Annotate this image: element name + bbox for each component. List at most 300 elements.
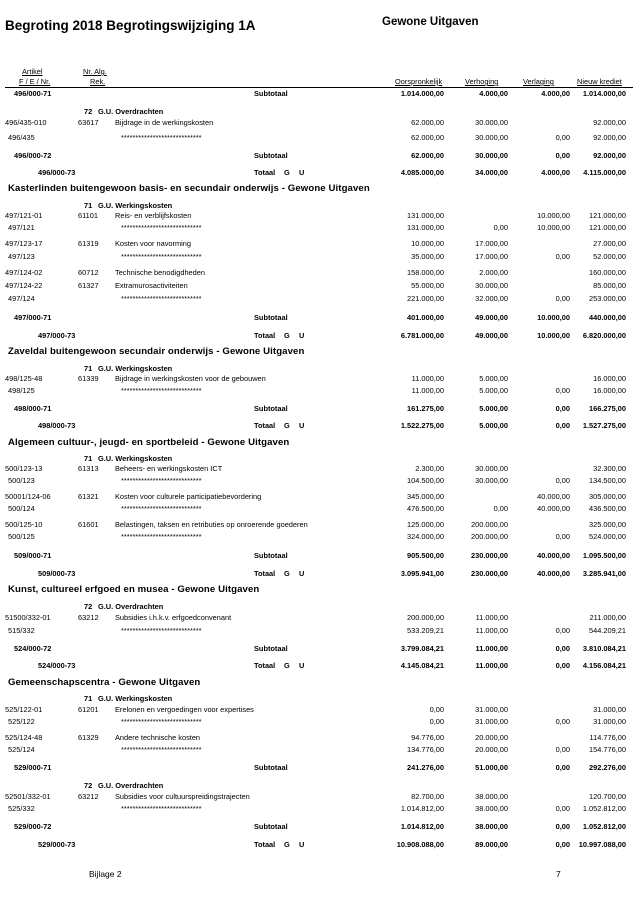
artikel-code: 515/332 — [8, 626, 35, 635]
subtotal-label: Subtotaal — [254, 644, 288, 653]
nieuw-krediet-value: 1.052.812,00 — [582, 822, 626, 831]
oorspronkelijk-value: 1.014.000,00 — [400, 89, 444, 98]
nieuw-krediet-value: 1.095.500,00 — [582, 551, 626, 560]
article-sum-row — [0, 626, 638, 636]
description: Beheers- en werkingskosten ICT — [115, 464, 223, 473]
total-g-marker: G — [284, 168, 290, 177]
oorspronkelijk-value: 82.700,00 — [411, 792, 444, 801]
artikel-code: 52501/332-01 — [5, 792, 51, 801]
verhoging-value: 49.000,00 — [475, 331, 508, 340]
nieuw-krediet-value: 85.000,00 — [593, 281, 626, 290]
col-verhoging: Verhoging — [465, 77, 499, 86]
oorspronkelijk-value: 533.209,21 — [407, 626, 444, 635]
artikel-code: 500/123-13 — [5, 464, 43, 473]
verlaging-value: 40.000,00 — [537, 504, 570, 513]
nieuw-krediet-value: 436.500,00 — [589, 504, 626, 513]
nieuw-krediet-value: 4.115.000,00 — [583, 168, 626, 177]
oorspronkelijk-value: 0,00 — [429, 717, 444, 726]
artikel-code: 525/124 — [8, 745, 35, 754]
verhoging-value: 11.000,00 — [475, 661, 508, 670]
group-label: G.U. Werkingskosten — [98, 694, 173, 703]
verlaging-value: 0,00 — [555, 404, 570, 413]
nieuw-krediet-value: 292.276,00 — [589, 763, 626, 772]
description: Belastingen, taksen en retributies op onroerende goederen — [115, 520, 308, 529]
nieuw-krediet-value: 92.000,00 — [593, 118, 626, 127]
rekening-number: 61321 — [78, 492, 99, 501]
group-label: G.U. Overdrachten — [98, 107, 164, 116]
detail-row — [0, 118, 638, 128]
group-number: 72 — [84, 602, 93, 611]
nieuw-krediet-value: 253.000,00 — [589, 294, 626, 303]
oorspronkelijk-value: 10.908.088,00 — [396, 840, 444, 849]
nieuw-krediet-value: 92.000,00 — [593, 151, 626, 160]
verhoging-value: 38.000,00 — [475, 804, 508, 813]
rekening-number: 63212 — [78, 792, 99, 801]
verlaging-value: 4.000,00 — [541, 89, 570, 98]
oorspronkelijk-value: 6.781.000,00 — [400, 331, 444, 340]
total-g-marker: G — [284, 840, 290, 849]
section-title: Zaveldal buitengewoon secundair onderwijs - Gewone Uitgaven — [8, 346, 305, 357]
artikel-code: 497/124-02 — [5, 268, 43, 277]
verlaging-value: 0,00 — [555, 476, 570, 485]
verhoging-value: 30.000,00 — [475, 476, 508, 485]
total-u-marker: U — [299, 840, 305, 849]
subtotal-row — [0, 313, 638, 323]
header-rule — [5, 87, 633, 88]
subtotal-label: Subtotaal — [254, 551, 288, 560]
total-g-marker: G — [284, 331, 290, 340]
oorspronkelijk-value: 4.085.000,00 — [400, 168, 444, 177]
artikel-code: 50001/124-06 — [5, 492, 51, 501]
verhoging-value: 31.000,00 — [475, 705, 508, 714]
subtotal-code: 529/000-71 — [14, 763, 52, 772]
total-label: Totaal — [254, 661, 276, 670]
description: Reis- en verblijfskosten — [115, 211, 192, 220]
artikel-code: 500/124 — [8, 504, 35, 513]
nieuw-krediet-value: 134.500,00 — [589, 476, 626, 485]
nieuw-krediet-value: 160.000,00 — [589, 268, 626, 277]
verlaging-value: 0,00 — [555, 804, 570, 813]
rekening-number: 61319 — [78, 239, 99, 248]
artikel-code: 500/123 — [8, 476, 35, 485]
oorspronkelijk-value: 125.000,00 — [407, 520, 444, 529]
verhoging-value: 200.000,00 — [471, 520, 508, 529]
oorspronkelijk-value: 401.000,00 — [407, 313, 444, 322]
page-subtitle: Gewone Uitgaven — [382, 16, 479, 28]
verlaging-value: 0,00 — [555, 717, 570, 726]
verhoging-value: 34.000,00 — [475, 168, 508, 177]
star-filler: **************************** — [121, 504, 202, 513]
rekening-number: 61327 — [78, 281, 99, 290]
verhoging-value: 5.000,00 — [479, 374, 508, 383]
total-code: 524/000-73 — [38, 661, 76, 670]
group-header-row — [0, 694, 638, 704]
verhoging-value: 38.000,00 — [475, 792, 508, 801]
verhoging-value: 30.000,00 — [475, 464, 508, 473]
verlaging-value: 0,00 — [555, 644, 570, 653]
verlaging-value: 0,00 — [555, 661, 570, 670]
col-nieuw-krediet: Nieuw krediet — [577, 77, 622, 86]
footer-annex: Bijlage 2 — [89, 869, 122, 879]
rekening-number: 63212 — [78, 613, 99, 622]
verhoging-value: 230.000,00 — [471, 551, 508, 560]
total-row — [0, 331, 638, 341]
detail-row — [0, 268, 638, 278]
nieuw-krediet-value: 92.000,00 — [593, 133, 626, 142]
subtotal-label: Subtotaal — [254, 763, 288, 772]
col-fen: F / E / Nr. — [19, 77, 51, 86]
oorspronkelijk-value: 134.776,00 — [407, 745, 444, 754]
oorspronkelijk-value: 221.000,00 — [407, 294, 444, 303]
rekening-number: 61101 — [78, 211, 99, 220]
rekening-number: 61329 — [78, 733, 99, 742]
article-sum-row — [0, 745, 638, 755]
nieuw-krediet-value: 166.275,00 — [589, 404, 626, 413]
group-number: 71 — [84, 201, 93, 210]
nieuw-krediet-value: 31.000,00 — [593, 705, 626, 714]
verlaging-value: 0,00 — [555, 840, 570, 849]
verhoging-value: 31.000,00 — [475, 717, 508, 726]
article-sum-row — [0, 717, 638, 727]
total-u-marker: U — [299, 421, 305, 430]
footer-page-number: 7 — [556, 869, 561, 879]
total-u-marker: U — [299, 661, 305, 670]
group-label: G.U. Werkingskosten — [98, 201, 173, 210]
description: Extramurosactiviteiten — [115, 281, 188, 290]
verlaging-value: 40.000,00 — [537, 551, 570, 560]
detail-row — [0, 705, 638, 715]
nieuw-krediet-value: 31.000,00 — [593, 717, 626, 726]
oorspronkelijk-value: 35.000,00 — [411, 252, 444, 261]
article-sum-row — [0, 504, 638, 514]
verlaging-value: 0,00 — [555, 822, 570, 831]
star-filler: **************************** — [121, 476, 202, 485]
verhoging-value: 2.000,00 — [479, 268, 508, 277]
oorspronkelijk-value: 241.276,00 — [407, 763, 444, 772]
verlaging-value: 0,00 — [555, 294, 570, 303]
rekening-number: 61339 — [78, 374, 99, 383]
detail-row — [0, 374, 638, 384]
total-label: Totaal — [254, 331, 276, 340]
nieuw-krediet-value: 440.000,00 — [589, 313, 626, 322]
nieuw-krediet-value: 3.810.084,21 — [582, 644, 626, 653]
description: Bijdrage in werkingskosten voor de gebouwen — [115, 374, 266, 383]
verlaging-value: 10.000,00 — [537, 313, 570, 322]
total-code: 496/000-73 — [38, 168, 76, 177]
article-sum-row — [0, 252, 638, 262]
detail-row — [0, 239, 638, 249]
rekening-number: 61313 — [78, 464, 99, 473]
total-code: 498/000-73 — [38, 421, 76, 430]
artikel-code: 497/124-22 — [5, 281, 43, 290]
subtotal-code: 496/000-72 — [14, 151, 52, 160]
description: Subsidies voor cultuurspreidingstrajecten — [115, 792, 250, 801]
oorspronkelijk-value: 62.000,00 — [411, 118, 444, 127]
artikel-code: 51500/332-01 — [5, 613, 51, 622]
total-row — [0, 840, 638, 850]
artikel-code: 498/125-48 — [5, 374, 43, 383]
verhoging-value: 5.000,00 — [479, 404, 508, 413]
verhoging-value: 30.000,00 — [475, 118, 508, 127]
description: Kosten voor navorming — [115, 239, 191, 248]
nieuw-krediet-value: 121.000,00 — [589, 223, 626, 232]
verhoging-value: 230.000,00 — [471, 569, 508, 578]
page-title: Begroting 2018 Begrotingswijziging 1A — [5, 18, 256, 33]
col-oorspronkelijk: Oorspronkelijk — [395, 77, 443, 86]
description: Kosten voor culturele participatiebevordering — [115, 492, 262, 501]
subtotal-row — [0, 644, 638, 654]
nieuw-krediet-value: 16.000,00 — [593, 374, 626, 383]
artikel-code: 497/124 — [8, 294, 35, 303]
verhoging-value: 38.000,00 — [475, 822, 508, 831]
subtotal-code: 497/000-71 — [14, 313, 52, 322]
verlaging-value: 0,00 — [555, 763, 570, 772]
col-nr-alg: Nr. Alg. — [83, 67, 107, 76]
artikel-code: 525/122 — [8, 717, 35, 726]
star-filler: **************************** — [121, 532, 202, 541]
total-row — [0, 168, 638, 178]
group-header-row — [0, 602, 638, 612]
nieuw-krediet-value: 524.000,00 — [589, 532, 626, 541]
oorspronkelijk-value: 1.014.812,00 — [400, 822, 444, 831]
artikel-code: 496/435 — [8, 133, 35, 142]
oorspronkelijk-value: 1.014.812,00 — [400, 804, 444, 813]
total-row — [0, 661, 638, 671]
article-sum-row — [0, 294, 638, 304]
nieuw-krediet-value: 1.527.275,00 — [582, 421, 626, 430]
artikel-code: 497/123 — [8, 252, 35, 261]
total-g-marker: G — [284, 569, 290, 578]
subtotal-row — [0, 822, 638, 832]
group-label: G.U. Werkingskosten — [98, 454, 173, 463]
verhoging-value: 89.000,00 — [475, 840, 508, 849]
artikel-code: 497/121-01 — [5, 211, 43, 220]
star-filler: **************************** — [121, 223, 202, 232]
verlaging-value: 10.000,00 — [537, 223, 570, 232]
subtotal-row — [0, 551, 638, 561]
subtotal-label: Subtotaal — [254, 822, 288, 831]
star-filler: **************************** — [121, 717, 202, 726]
total-row — [0, 421, 638, 431]
total-g-marker: G — [284, 661, 290, 670]
verhoging-value: 11.000,00 — [475, 644, 508, 653]
article-sum-row — [0, 133, 638, 143]
nieuw-krediet-value: 120.700,00 — [589, 792, 626, 801]
total-u-marker: U — [299, 331, 305, 340]
article-sum-row — [0, 532, 638, 542]
total-g-marker: G — [284, 421, 290, 430]
detail-row — [0, 464, 638, 474]
detail-row — [0, 520, 638, 530]
verlaging-value: 0,00 — [555, 252, 570, 261]
article-sum-row — [0, 804, 638, 814]
verlaging-value: 0,00 — [555, 421, 570, 430]
subtotal-label: Subtotaal — [254, 313, 288, 322]
rekening-number: 63617 — [78, 118, 99, 127]
verhoging-value: 5.000,00 — [479, 421, 508, 430]
total-label: Totaal — [254, 168, 276, 177]
artikel-code: 525/332 — [8, 804, 35, 813]
detail-row — [0, 492, 638, 502]
group-header-row — [0, 364, 638, 374]
section-title: Algemeen cultuur-, jeugd- en sportbeleid - Gewone Uitgaven — [8, 437, 290, 448]
subtotal-row — [0, 89, 638, 99]
group-header-row — [0, 781, 638, 791]
oorspronkelijk-value: 905.500,00 — [407, 551, 444, 560]
oorspronkelijk-value: 55.000,00 — [411, 281, 444, 290]
nieuw-krediet-value: 16.000,00 — [593, 386, 626, 395]
subtotal-row — [0, 151, 638, 161]
oorspronkelijk-value: 161.275,00 — [407, 404, 444, 413]
verlaging-value: 40.000,00 — [537, 569, 570, 578]
star-filler: **************************** — [121, 804, 202, 813]
group-number: 71 — [84, 694, 93, 703]
rekening-number: 61201 — [78, 705, 99, 714]
group-number: 72 — [84, 781, 93, 790]
total-label: Totaal — [254, 421, 276, 430]
subtotal-row — [0, 404, 638, 414]
col-verlaging: Verlaging — [523, 77, 554, 86]
star-filler: **************************** — [121, 745, 202, 754]
detail-row — [0, 281, 638, 291]
nieuw-krediet-value: 32.300,00 — [593, 464, 626, 473]
verhoging-value: 17.000,00 — [475, 239, 508, 248]
artikel-code: 525/122-01 — [5, 705, 43, 714]
oorspronkelijk-value: 131.000,00 — [407, 223, 444, 232]
oorspronkelijk-value: 62.000,00 — [411, 151, 444, 160]
verhoging-value: 5.000,00 — [479, 386, 508, 395]
nieuw-krediet-value: 10.997.088,00 — [578, 840, 626, 849]
nieuw-krediet-value: 27.000,00 — [593, 239, 626, 248]
verhoging-value: 11.000,00 — [475, 626, 508, 635]
total-code: 529/000-73 — [38, 840, 76, 849]
oorspronkelijk-value: 4.145.084,21 — [400, 661, 444, 670]
verhoging-value: 49.000,00 — [475, 313, 508, 322]
oorspronkelijk-value: 10.000,00 — [411, 239, 444, 248]
artikel-code: 496/435-010 — [5, 118, 47, 127]
verhoging-value: 11.000,00 — [475, 613, 508, 622]
section-title: Gemeenschapscentra - Gewone Uitgaven — [8, 677, 201, 688]
oorspronkelijk-value: 11.000,00 — [411, 386, 444, 395]
verhoging-value: 20.000,00 — [475, 733, 508, 742]
subtotal-code: 496/000-71 — [14, 89, 52, 98]
verlaging-value: 0,00 — [555, 151, 570, 160]
group-header-row — [0, 454, 638, 464]
artikel-code: 498/125 — [8, 386, 35, 395]
verhoging-value: 0,00 — [493, 223, 508, 232]
subtotal-row — [0, 763, 638, 773]
oorspronkelijk-value: 104.500,00 — [407, 476, 444, 485]
group-label: G.U. Overdrachten — [98, 781, 164, 790]
total-label: Totaal — [254, 840, 276, 849]
nieuw-krediet-value: 211.000,00 — [589, 613, 626, 622]
total-u-marker: U — [299, 168, 305, 177]
verhoging-value: 20.000,00 — [475, 745, 508, 754]
verlaging-value: 10.000,00 — [537, 211, 570, 220]
nieuw-krediet-value: 1.014.000,00 — [582, 89, 626, 98]
verhoging-value: 51.000,00 — [475, 763, 508, 772]
star-filler: **************************** — [121, 294, 202, 303]
verlaging-value: 40.000,00 — [537, 492, 570, 501]
nieuw-krediet-value: 154.776,00 — [589, 745, 626, 754]
star-filler: **************************** — [121, 252, 202, 261]
detail-row — [0, 613, 638, 623]
article-sum-row — [0, 223, 638, 233]
group-header-row — [0, 201, 638, 211]
description: Bijdrage in de werkingskosten — [115, 118, 214, 127]
oorspronkelijk-value: 476.500,00 — [407, 504, 444, 513]
oorspronkelijk-value: 62.000,00 — [411, 133, 444, 142]
article-sum-row — [0, 476, 638, 486]
nieuw-krediet-value: 114.776,00 — [589, 733, 626, 742]
subtotal-label: Subtotaal — [254, 89, 288, 98]
verlaging-value: 10.000,00 — [537, 331, 570, 340]
verlaging-value: 0,00 — [555, 386, 570, 395]
verhoging-value: 30.000,00 — [475, 281, 508, 290]
verlaging-value: 0,00 — [555, 745, 570, 754]
oorspronkelijk-value: 1.522.275,00 — [400, 421, 444, 430]
star-filler: **************************** — [121, 133, 202, 142]
oorspronkelijk-value: 3.095.941,00 — [400, 569, 444, 578]
group-number: 71 — [84, 364, 93, 373]
total-label: Totaal — [254, 569, 276, 578]
oorspronkelijk-value: 131.000,00 — [407, 211, 444, 220]
verhoging-value: 17.000,00 — [475, 252, 508, 261]
group-label: G.U. Overdrachten — [98, 602, 164, 611]
total-row — [0, 569, 638, 579]
oorspronkelijk-value: 2.300,00 — [415, 464, 444, 473]
nieuw-krediet-value: 1.052.812,00 — [582, 804, 626, 813]
oorspronkelijk-value: 200.000,00 — [407, 613, 444, 622]
artikel-code: 500/125 — [8, 532, 35, 541]
section-title: Kasterlinden buitengewoon basis- en secundair onderwijs - Gewone Uitgaven — [8, 183, 370, 194]
col-rek: Rek. — [90, 77, 106, 86]
group-number: 72 — [84, 107, 93, 116]
nieuw-krediet-value: 325.000,00 — [589, 520, 626, 529]
artikel-code: 497/121 — [8, 223, 35, 232]
oorspronkelijk-value: 345.000,00 — [407, 492, 444, 501]
nieuw-krediet-value: 544.209,21 — [589, 626, 626, 635]
artikel-code: 500/125-10 — [5, 520, 43, 529]
oorspronkelijk-value: 94.776,00 — [411, 733, 444, 742]
subtotal-label: Subtotaal — [254, 404, 288, 413]
group-number: 71 — [84, 454, 93, 463]
description: Subsidies i.h.k.v. erfgoedconvenant — [115, 613, 232, 622]
verhoging-value: 30.000,00 — [475, 151, 508, 160]
nieuw-krediet-value: 121.000,00 — [589, 211, 626, 220]
star-filler: **************************** — [121, 626, 202, 635]
verhoging-value: 200.000,00 — [471, 532, 508, 541]
subtotal-code: 524/000-72 — [14, 644, 52, 653]
nieuw-krediet-value: 52.000,00 — [593, 252, 626, 261]
total-u-marker: U — [299, 569, 305, 578]
oorspronkelijk-value: 158.000,00 — [407, 268, 444, 277]
subtotal-code: 529/000-72 — [14, 822, 52, 831]
detail-row — [0, 792, 638, 802]
nieuw-krediet-value: 3.285.941,00 — [582, 569, 626, 578]
description: Erelonen en vergoedingen voor expertises — [115, 705, 254, 714]
verhoging-value: 32.000,00 — [475, 294, 508, 303]
nieuw-krediet-value: 305.000,00 — [589, 492, 626, 501]
nieuw-krediet-value: 6.820.000,00 — [582, 331, 626, 340]
verhoging-value: 0,00 — [493, 504, 508, 513]
rekening-number: 60712 — [78, 268, 99, 277]
subtotal-code: 498/000-71 — [14, 404, 52, 413]
detail-row — [0, 733, 638, 743]
verlaging-value: 4.000,00 — [541, 168, 570, 177]
total-code: 509/000-73 — [38, 569, 76, 578]
oorspronkelijk-value: 324.000,00 — [407, 532, 444, 541]
